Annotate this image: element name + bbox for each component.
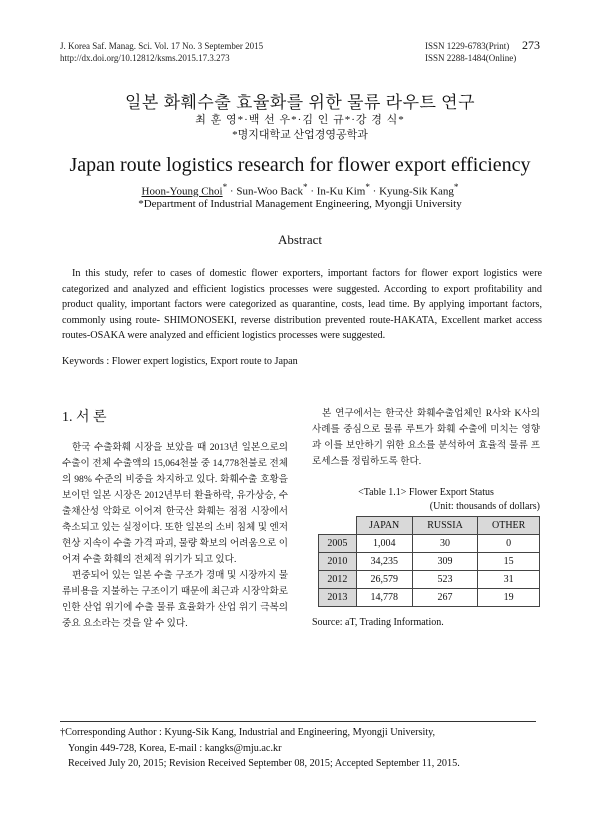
column-header: OTHER <box>478 517 540 535</box>
doi-link[interactable]: http://dx.doi.org/10.12812/ksms.2015.17.3.273 <box>60 53 230 63</box>
table-header-row <box>319 517 540 535</box>
footnote-divider <box>60 721 536 722</box>
page-number: 273 <box>522 38 540 52</box>
journal-citation: J. Korea Saf. Manag. Sci. Vol. 17 No. 3 September 2015 <box>60 41 264 51</box>
japan-cell: 26,579 <box>356 571 412 589</box>
table-unit: (Unit: thousands of dollars) <box>429 501 540 512</box>
russia-cell: 267 <box>412 589 478 607</box>
left-column <box>62 440 288 632</box>
english-affiliation: *Department of Industrial Management Engineering, Myongji University <box>138 198 462 210</box>
japan-cell: 1,004 <box>356 535 412 553</box>
korean-title: 일본 화훼수출 효율화를 위한 물류 라우트 연구 <box>124 93 476 112</box>
year-cell: 2012 <box>319 571 357 589</box>
author-mark: * <box>453 182 459 192</box>
paragraph: 본 연구에서는 한국산 화훼수출업체인 R사와 K사의 사례를 중심으로 물류 루트가 화훼 수출에 미치는 영향과 이를 보안하기 위한 요소를 분석하여 효율적 물류 프로세스를 정립하도록 한다. <box>312 408 540 467</box>
author-mark: * <box>302 182 308 192</box>
issn-print: ISSN 1229-6783(Print) <box>425 41 510 51</box>
running-header-right <box>425 40 516 64</box>
russia-cell: 30 <box>412 535 478 553</box>
right-column <box>312 406 540 470</box>
section-heading: 1. 서 론 <box>62 410 107 425</box>
author-name: Hoon-Young Choi <box>141 185 223 198</box>
author-name: Kyung-Sik Kang <box>379 185 454 198</box>
japan-cell: 14,778 <box>356 589 412 607</box>
other-cell: 15 <box>478 553 540 571</box>
russia-cell: 309 <box>412 553 478 571</box>
other-cell: 19 <box>478 589 540 607</box>
author-mark: * <box>222 182 228 192</box>
abstract-heading: Abstract <box>277 232 323 247</box>
russia-cell: 523 <box>412 571 478 589</box>
column-header: RUSSIA <box>412 517 478 535</box>
corresponding-author: †Corresponding Author : Kyung-Sik Kang, Industrial and Engineering, Myongji University, <box>60 727 436 738</box>
running-header-left <box>60 40 263 64</box>
abstract-body: In this study, refer to cases of domestic flower exporters, important factors for flower export logistics were categorized and analyzed and efficient logistics processes were suggested. According to export profitability and product quality, important factors were categorized as quarantine, costs, lead time. By applying important factors, commonly using route- SHIMONOSEKI, reverse distribution prevented route-HAKATA, Excellent market access routes-OSAKA were analyzed and efficient logistics processes were suggested. <box>62 268 542 341</box>
table-row <box>319 553 540 571</box>
korean-authors: 최 훈 영*·백 선 우*·김 인 규*·강 경 식* <box>195 114 405 126</box>
table-row <box>319 535 540 553</box>
paragraph: 편중되어 있는 일본 수출 구조가 경매 및 시장까지 물류비용을 지불하는 구조이기 때문에 최근과 시장악화로 인한 산업 위기에 수출 물류 효율화가 산업 위기 극복의 중요 요소라는 것을 알 수 있다. <box>62 570 288 629</box>
issn-online: ISSN 2288-1484(Online) <box>425 53 517 63</box>
author-name: Sun-Woo Back <box>236 185 303 198</box>
author-separator: · <box>307 185 317 198</box>
korean-affiliation: *명지대학교 산업경영공학과 <box>232 129 368 141</box>
english-authors <box>0 182 600 198</box>
received-dates: Received July 20, 2015; Revision Received September 08, 2015; Accepted September 11, 2015. <box>68 758 460 769</box>
author-contact: Yongin 449-728, Korea, E-mail : kangks@mju.ac.kr <box>68 742 282 754</box>
author-mark: * <box>365 182 370 192</box>
english-title: Japan route logistics research for flower export efficiency <box>69 154 531 176</box>
table-row <box>319 589 540 607</box>
table-corner-cell <box>319 517 357 535</box>
author-separator: · <box>227 185 237 198</box>
export-status-table <box>318 516 540 607</box>
author-separator: · <box>369 185 380 198</box>
author-name: In-Ku Kim <box>316 185 366 198</box>
table-row <box>319 571 540 589</box>
japan-cell: 34,235 <box>356 553 412 571</box>
other-cell: 31 <box>478 571 540 589</box>
other-cell: 0 <box>478 535 540 553</box>
paragraph: 한국 수출화훼 시장을 보았을 때 2013년 일본으로의 수출이 전체 수출액의 15,064천불 중 14,778천불로 전체의 98% 수준의 비중을 차지하고 있다. 화훼수출 호황을 보이던 일본 시장은 2012년부터 환율하락, 유가상승, 수출채산성 악화로 이어져 한국산 화훼는 점점 시장에서 축소되고 있는 실정이다. 또한 일본의 소비 침체 및 엔저 현상 지속이 수출 가격 파괴, 물량 확보의 어려움으로 이어져 수출 화훼의 전체적 위기가 되고 있다. <box>62 442 288 565</box>
year-cell: 2005 <box>319 535 357 553</box>
year-cell: 2013 <box>319 589 357 607</box>
year-cell: 2010 <box>319 553 357 571</box>
footnote <box>60 725 538 772</box>
keywords: Keywords : Flower expert logistics, Export route to Japan <box>62 356 298 367</box>
table-source: Source: aT, Trading Information. <box>312 617 444 628</box>
table-caption: <Table 1.1> Flower Export Status <box>358 487 494 498</box>
column-header: JAPAN <box>356 517 412 535</box>
